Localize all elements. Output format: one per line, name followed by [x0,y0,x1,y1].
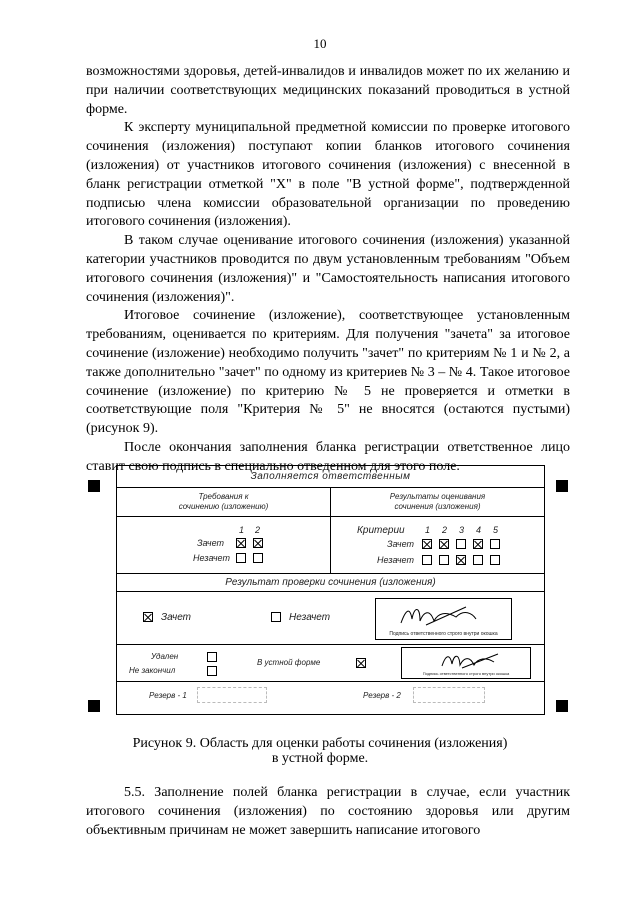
left-title-1: Требования к [198,492,249,501]
paragraph-1: возможностями здоровья, детей-инвалидов и инвалидов может по их желанию и при наличии соответствующих медицинских показаний проводиться в устной форме. [86,64,570,117]
crit-pass-label: Зачет [387,539,414,549]
left-title-2: сочинению (изложению) [178,502,269,511]
criteria-label: Критерии [357,525,405,536]
crit2-pass-checkbox[interactable] [439,539,449,549]
form-header-row [117,466,544,488]
evaluation-form [116,465,545,715]
signature-caption-2: Подпись ответственного строго внутри окошка [422,671,510,676]
titles-row [117,488,544,517]
req2-fail-checkbox[interactable] [253,553,263,563]
anchor-marker [556,700,568,712]
caption-line-2: в устной форме. [271,751,369,766]
crit4-pass-checkbox[interactable] [473,539,483,549]
caption-line-1: Рисунок 9. Область для оценки работы сочинения (изложения) [132,736,508,751]
signature-box-2[interactable] [401,647,531,679]
signature-box-1[interactable] [375,598,512,640]
removed-checkbox[interactable] [207,652,217,662]
right-title [331,492,544,512]
reserve-1-field[interactable] [197,687,267,703]
crit2-fail-checkbox[interactable] [439,555,449,565]
crit5-fail-checkbox[interactable] [490,555,500,565]
anchor-marker [88,480,100,492]
figure-caption [0,736,640,766]
criteria-row [117,517,544,574]
right-title-1: Результаты оценивания [389,492,486,501]
divider [330,488,331,516]
paragraph-5: После окончания заполнения бланка регистрации ответственное лицо ставит свою подпись в специально отведенном для этого поле. [86,439,570,474]
bottom-text [86,784,570,840]
crit-number: 3 [459,525,465,535]
right-title-2: сочинения (изложения) [394,502,481,511]
signature-caption-1: Подпись ответственного строго внутри окошка [389,631,498,637]
req2-pass-checkbox[interactable] [253,538,263,548]
reserve-2-field[interactable] [413,687,485,703]
paragraph-5-5: 5.5. Заполнение полей бланка регистрации в случае, если участник итогового сочинения (изложения) по состоянию здоровья или другим объективным причинам не может завершить написание итогового [86,785,570,838]
anchor-marker [556,480,568,492]
left-title [117,492,330,512]
req1-pass-checkbox[interactable] [236,538,246,548]
crit1-pass-checkbox[interactable] [422,539,432,549]
req-pass-label: Зачет [197,538,224,548]
page-number: 10 [313,36,327,51]
oral-label: В устной форме [257,658,321,667]
not-finished-label: Не закончил [129,666,176,675]
result-fail-checkbox[interactable] [271,612,281,622]
crit1-fail-checkbox[interactable] [422,555,432,565]
crit-fail-label: Незачет [377,555,414,565]
result-header-row [117,574,544,592]
crit-number: 2 [442,525,448,535]
reserve-1-label: Резерв - 1 [149,691,187,700]
removed-label: Удален [151,652,179,661]
status-row [117,645,544,682]
result-pass-label: Зачет [161,612,191,623]
result-pass-checkbox[interactable] [143,612,153,622]
not-finished-checkbox[interactable] [207,666,217,676]
result-fail-label: Незачет [289,612,331,623]
signature-scribble-1 [376,599,511,633]
form-header: Заполняется ответственным [250,471,411,482]
crit3-fail-checkbox[interactable] [456,555,466,565]
req-number: 1 [239,525,245,535]
body-text [86,63,570,477]
req1-fail-checkbox[interactable] [236,553,246,563]
req-fail-label: Незачет [193,553,230,563]
crit-number: 5 [493,525,499,535]
oral-checkbox[interactable] [356,658,366,668]
paragraph-4: Итоговое сочинение (изложение), соответствующее установленным требованиям, оценивается по критериям. Для получения "зачета" за итоговое сочинение (изложение) необходимо получить "зачет" по критериям № 1 и № 2, а также дополнительно "зачет" по одному из критериев № 3 – № 4. Такое итоговое сочинение (изложение) по критерию № 5 не проверяется и отметки в соответствующие поля "Критерия № 5" не вносятся (остаются пустыми) (рисунок 9). [86,308,570,437]
crit5-pass-checkbox[interactable] [490,539,500,549]
anchor-marker [88,700,100,712]
crit-number: 4 [476,525,482,535]
req-number: 2 [255,525,261,535]
result-row [117,592,544,645]
crit-number: 1 [425,525,431,535]
crit4-fail-checkbox[interactable] [473,555,483,565]
divider [330,517,331,573]
paragraph-3: В таком случае оценивание итогового сочинения (изложения) указанной категории участников проводится по двум установленным требованиям "Объем итогового сочинения (изложения)" и "Самостоятельность написания итогового сочинения (изложения)". [86,233,570,305]
reserve-2-label: Резерв - 2 [363,691,401,700]
paragraph-2: К эксперту муниципальной предметной комиссии по проверке итогового сочинения (изложения) поступают копии бланков итогового сочинения (изложения) от участников итогового сочинения (изложения) с внесенной в бланк регистрации отметкой "X" в поле "В устной форме", подтвержденной подписью члена комиссии образовательной организации по проведению итогового сочинения (изложения). [86,120,570,230]
result-header: Результат проверки сочинения (изложения) [225,577,436,588]
crit3-pass-checkbox[interactable] [456,539,466,549]
